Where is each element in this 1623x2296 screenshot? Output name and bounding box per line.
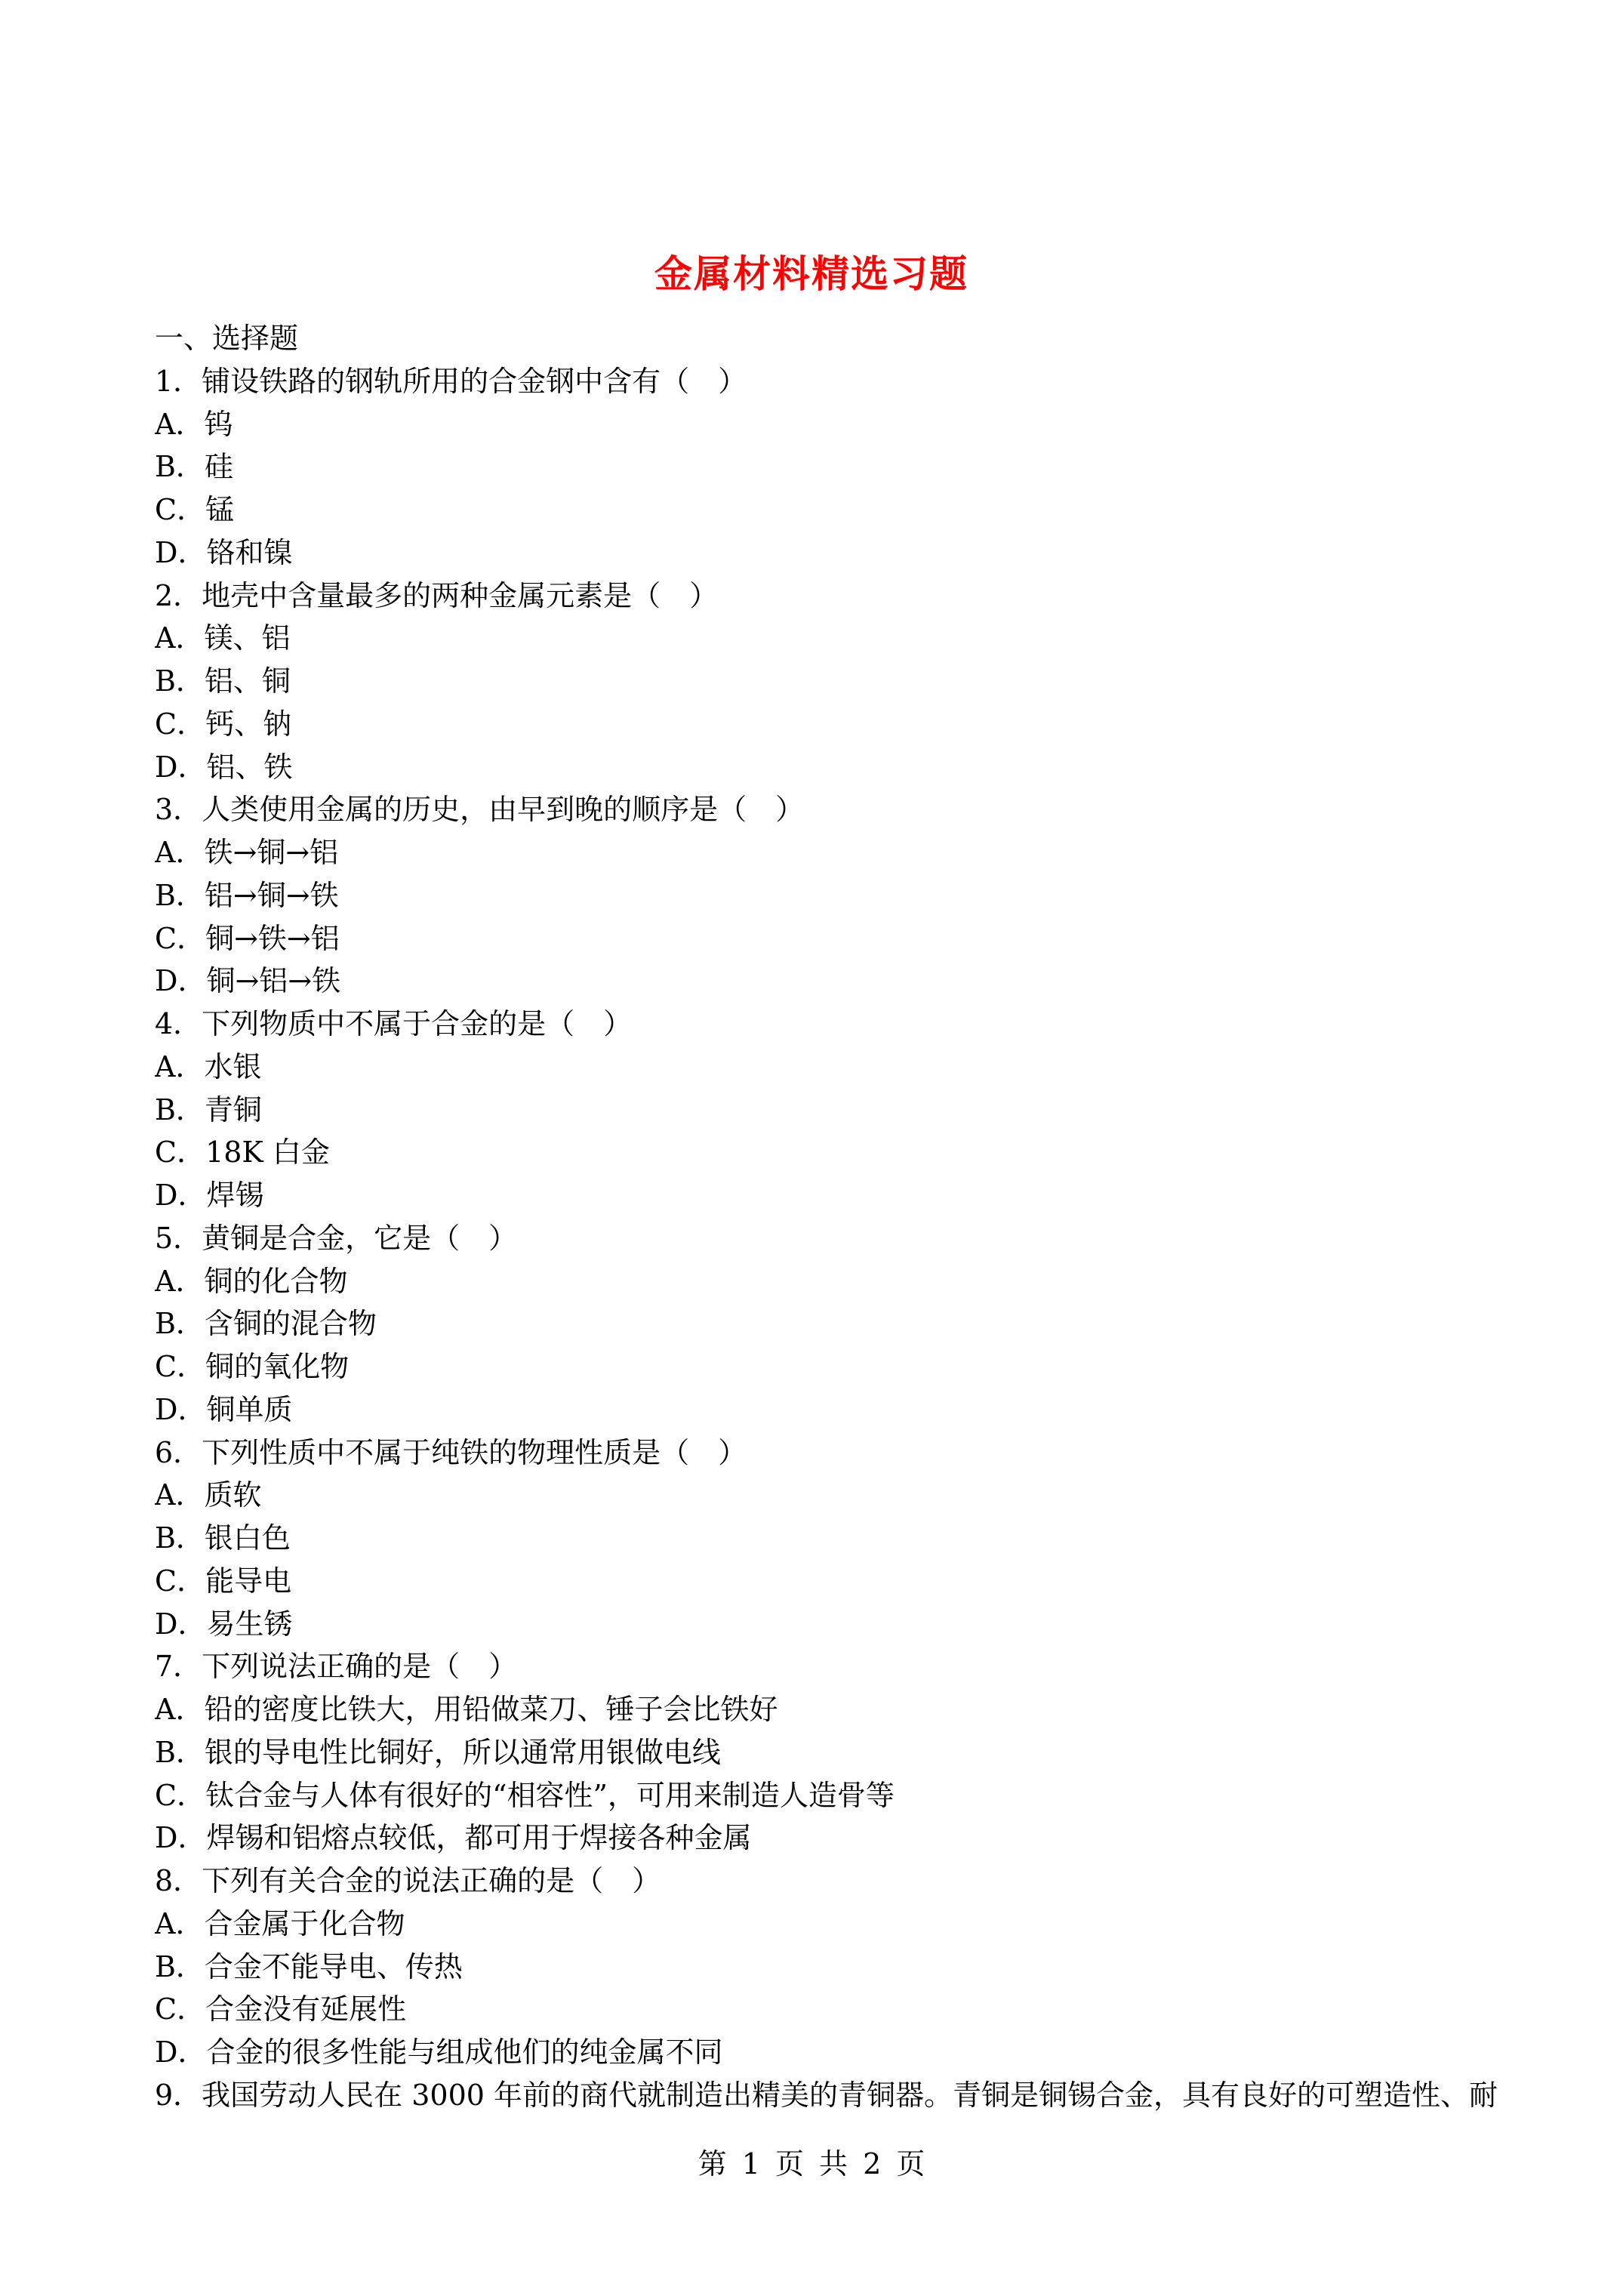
option-d: D．焊锡 bbox=[155, 1179, 264, 1212]
option-d: D．易生锈 bbox=[155, 1607, 293, 1641]
option-d: D．铜→铝→铁 bbox=[155, 964, 341, 998]
option-a: A．铁→铜→铝 bbox=[155, 836, 339, 869]
question-list bbox=[155, 317, 1506, 2117]
option-d: D．合金的很多性能与组成他们的纯金属不同 bbox=[155, 2036, 723, 2069]
option-d: D．焊锡和铝熔点较低，都可用于焊接各种金属 bbox=[155, 1821, 752, 1855]
option-b: B．青铜 bbox=[155, 1093, 262, 1126]
question-stem: 9．我国劳动人民在 3000 年前的商代就制造出精美的青铜器。青铜是铜锡合金，具有良好的可塑造性、耐 bbox=[155, 2078, 1498, 2112]
option-d: D．铜单质 bbox=[155, 1392, 293, 1426]
question-stem: 2．地壳中含量最多的两种金属元素是（ ） bbox=[155, 578, 719, 612]
option-c: C．合金没有延展性 bbox=[155, 1992, 407, 2026]
option-c: C．铜→铁→铝 bbox=[155, 921, 340, 955]
question-stem: 1．铺设铁路的钢轨所用的合金钢中含有（ ） bbox=[155, 364, 747, 398]
option-a: A．铅的密度比铁大，用铅做菜刀、锤子会比铁好 bbox=[155, 1693, 778, 1726]
question-stem: 5．黄铜是合金，它是（ ） bbox=[155, 1221, 518, 1255]
question-stem: 8．下列有关合金的说法正确的是（ ） bbox=[155, 1864, 661, 1897]
question-stem: 6．下列性质中不属于纯铁的物理性质是（ ） bbox=[155, 1435, 747, 1469]
option-a: A．合金属于化合物 bbox=[155, 1906, 405, 1940]
option-a: A．钨 bbox=[155, 407, 233, 441]
option-a: A．水银 bbox=[155, 1049, 262, 1083]
option-b: B．合金不能导电、传热 bbox=[155, 1949, 463, 1983]
option-c: C．18K 白金 bbox=[155, 1136, 330, 1170]
option-a: A．镁、铝 bbox=[155, 621, 291, 655]
question-stem: 4．下列物质中不属于合金的是（ ） bbox=[155, 1007, 633, 1040]
option-d: D．铬和镍 bbox=[155, 535, 293, 569]
option-b: B．银白色 bbox=[155, 1521, 291, 1555]
option-c: C．能导电 bbox=[155, 1564, 292, 1598]
option-d: D．铝、铁 bbox=[155, 750, 293, 784]
section-heading: 一、选择题 bbox=[155, 322, 299, 355]
page-title: 金属材料精选习题 bbox=[654, 252, 969, 296]
option-a: A．质软 bbox=[155, 1478, 262, 1512]
option-b: B．含铜的混合物 bbox=[155, 1307, 377, 1341]
option-c: C．铜的氧化物 bbox=[155, 1350, 350, 1383]
option-b: B．铝→铜→铁 bbox=[155, 878, 339, 912]
option-b: B．铝、铜 bbox=[155, 664, 291, 698]
option-c: C．钛合金与人体有很好的“相容性”，可用来制造人造骨等 bbox=[155, 1778, 895, 1812]
question-stem: 7．下列说法正确的是（ ） bbox=[155, 1650, 518, 1684]
option-c: C．锰 bbox=[155, 493, 235, 526]
page-footer: 第 1 页 共 2 页 bbox=[698, 2147, 925, 2180]
option-a: A．铜的化合物 bbox=[155, 1264, 348, 1298]
option-b: B．硅 bbox=[155, 450, 233, 484]
option-b: B．银的导电性比铜好，所以通常用银做电线 bbox=[155, 1735, 721, 1769]
question-stem: 3．人类使用金属的历史，由早到晚的顺序是（ ） bbox=[155, 793, 805, 827]
option-c: C．钙、钠 bbox=[155, 707, 292, 741]
